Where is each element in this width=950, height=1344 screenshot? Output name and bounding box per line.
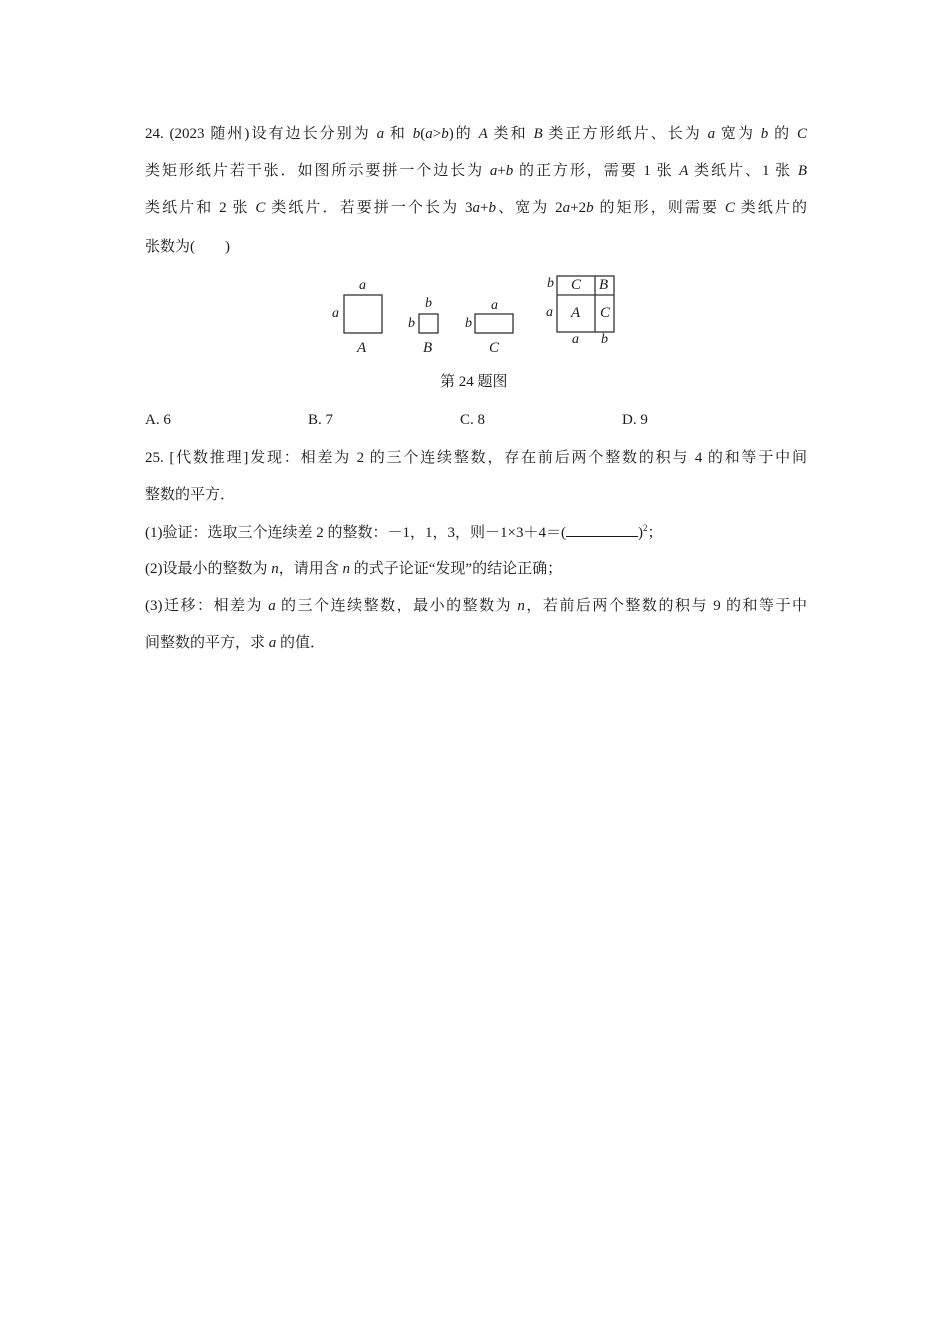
text: (1)验证：选取三个连续差 2 的整数：－1，1，3，则－1×3＋4＝( <box>145 525 566 541</box>
label-b-top: b <box>425 296 432 311</box>
label-c-top: a <box>491 298 498 313</box>
var: b <box>488 200 496 216</box>
text: ( <box>420 126 426 142</box>
text: 的 <box>768 126 797 142</box>
var: b <box>586 200 594 216</box>
var: n <box>517 598 525 614</box>
var: A <box>679 163 689 179</box>
text: 的三个连续整数，最小的整数为 <box>275 598 518 614</box>
var: a <box>472 200 481 216</box>
option-a: A. 6 <box>145 412 171 428</box>
answer-blank[interactable] <box>566 522 638 537</box>
var: A <box>478 126 488 142</box>
text: + <box>497 163 506 179</box>
text: (2)设最小的整数为 <box>145 561 272 577</box>
text: + <box>480 200 489 216</box>
q25-part-3-line-2 <box>145 633 325 653</box>
var: C <box>724 200 735 216</box>
q24-line-2 <box>145 161 807 181</box>
var: a <box>268 598 276 614</box>
text: 宽为 <box>715 126 761 142</box>
text: 的值． <box>276 635 326 651</box>
exponent: 2 <box>642 523 648 533</box>
text: 、宽为 2 <box>495 200 563 216</box>
text: +2 <box>570 200 587 216</box>
label-b-left: b <box>408 316 415 331</box>
var: b <box>505 163 514 179</box>
text: (3)迁移：相差为 <box>145 598 269 614</box>
text: 类矩形纸片若干张．如图所示要拼一个边长为 <box>145 163 490 179</box>
text: ) <box>637 525 643 541</box>
var: a <box>425 126 433 142</box>
text: 24. (2023 随州)设有边长分别为 <box>145 126 377 142</box>
var: C <box>255 200 266 216</box>
var: a <box>268 635 277 651</box>
text: ，请用含 <box>278 561 343 577</box>
var: n <box>271 561 279 577</box>
var: a <box>562 200 571 216</box>
q25-line-1: 25. [代数推理]发现：相差为 2 的三个连续整数，存在前后两个整数的积与 4 的和等于中间 <box>145 450 807 466</box>
var: a <box>707 126 716 142</box>
text: 的矩形，则需要 <box>593 200 725 216</box>
composite-left-b: b <box>547 276 554 291</box>
text: 类纸片的 <box>734 200 807 216</box>
text: 类纸片、1 张 <box>688 163 798 179</box>
text: ； <box>647 525 663 541</box>
text: 间整数的平方，求 <box>145 635 269 651</box>
var: a <box>489 163 498 179</box>
composite-cell-a: A <box>571 305 581 321</box>
label-shape-c: C <box>489 340 500 356</box>
text: 类和 <box>487 126 534 142</box>
composite-cell-b: B <box>599 277 609 293</box>
label-a-top: a <box>359 278 366 293</box>
q25-part-3-line-1 <box>145 596 807 616</box>
var: B <box>797 163 807 179</box>
composite-bottom-a: a <box>572 332 579 347</box>
composite-bottom-b: b <box>601 332 608 347</box>
label-a-left: a <box>332 306 339 321</box>
option-b: B. 7 <box>308 412 334 428</box>
text: 类正方形纸片、长为 <box>542 126 708 142</box>
text: 的正方形，需要 1 张 <box>513 163 680 179</box>
option-c: C. 8 <box>460 412 486 428</box>
q25-part-2 <box>145 559 562 579</box>
var: B <box>533 126 543 142</box>
option-d: D. 9 <box>622 412 648 428</box>
text: ，若前后两个整数的积与 9 的和等于中 <box>524 598 807 614</box>
label-shape-a: A <box>357 340 367 356</box>
var: n <box>342 561 351 577</box>
q25-line-2: 整数的平方． <box>145 487 236 503</box>
text: > <box>432 126 442 142</box>
figure-caption: 第 24 题图 <box>440 374 508 390</box>
q24-line-1 <box>145 124 807 144</box>
composite-cell-c-right: C <box>600 305 611 321</box>
composite-left-a: a <box>546 305 553 320</box>
q25-part-1 <box>145 522 662 543</box>
text: )的 <box>448 126 479 142</box>
text: 类纸片和 2 张 <box>145 200 256 216</box>
composite-cell-c-top: C <box>571 277 582 293</box>
text: 和 <box>384 126 413 142</box>
label-shape-b: B <box>423 340 433 356</box>
text: 的式子论证“发现”的结论正确； <box>350 561 563 577</box>
var: a <box>376 126 385 142</box>
text: 类纸片．若要拼一个长为 3 <box>265 200 473 216</box>
label-c-left: b <box>465 316 472 331</box>
var: b <box>760 126 769 142</box>
var: C <box>796 126 807 142</box>
var: b <box>412 126 421 142</box>
var: b <box>441 126 449 142</box>
q24-line-3 <box>145 198 807 218</box>
q24-line-4: 张数为( ) <box>145 239 230 255</box>
